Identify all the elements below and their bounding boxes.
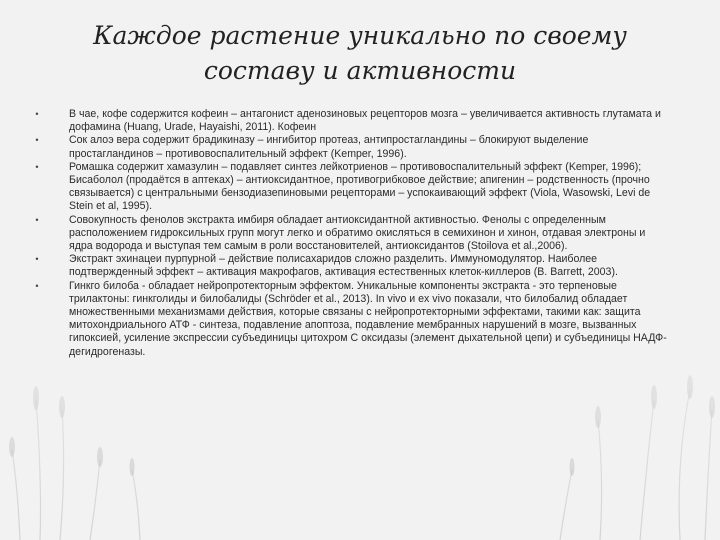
bullet-item-tea-coffee [32, 108, 668, 134]
bullet-item-ginger [32, 214, 668, 254]
slide-title [40, 18, 680, 88]
bullet-dot-icon: • [35, 254, 39, 265]
bullet-dot-icon: • [35, 214, 39, 225]
bullet-text: Экстракт эхинацеи пурпурной – действие полисахаридов сложно разделить. Иммуномодулятор. Наиболее подтвержденный эффект – активация макрофагов, активация естественных клеток-киллеров (B. Barrett, 2003). [69, 253, 618, 279]
bullet-dot-icon: • [35, 135, 39, 146]
bullet-list [32, 108, 668, 359]
bullet-item-ginkgo [32, 280, 668, 359]
bullet-text: Ромашка содержит хамазулин – подавляет синтез лейкотриенов – противовоспалительный эффект (Kemper, 1996); Бисаболол (продаётся в аптеках) – антиоксидантное, противогрибковое действие; апигенин – родственность (прочно связывается) с центральными бензодиазепиновыми рецепторами – успокаивающий эффект (Viola, Wasowski, Levi de Stein et al, 1995). [69, 160, 651, 213]
bullet-item-aloe [32, 134, 668, 160]
bullet-item-echinacea [32, 253, 668, 279]
bullet-dot-icon: • [35, 109, 39, 119]
bullet-text: Гинкго билоба - обладает нейропротекторным эффектом. Уникальные компоненты экстракта - это терпеновые трилактоны: гинкголиды и билобалиды (Schröder et al., 2013). In vivo и ex vivo показали, что билобалид обладает множественными механизмами действия, которые связаны с нейропротекторными эффектами, такими как: защита митохондриального АТФ - синтеза, подавление апоптоза, подавление мембранных нарушений в мозге, вызванных гипоксией, усиление экспрессии субъединицы цитохром С оксидазы (элемент дыхательной цепи) и субъединицы НАДФ-дегидрогеназы. [69, 279, 667, 358]
bullet-text: Совокупность фенолов экстракта имбиря обладает антиоксидантной активностью. Фенолы с определенным расположением гидроксильных групп могут легко и обратимо окисляться в семихинон и хинон, отдавая электроны и ядра водорода и выступая тем самым в роли восстановителей, антиоксидантов (Stoilova et al.,2006). [69, 213, 646, 253]
bullet-dot-icon: • [35, 161, 39, 172]
slide-title-line-1: Каждое растение уникально по своему [93, 21, 627, 50]
bullet-dot-icon: • [35, 280, 39, 291]
bullet-item-chamomile [32, 161, 668, 214]
slide-title-line-2: составу и активности [203, 56, 517, 85]
bullet-text: Сок алоэ вера содержит брадикиназу – ингибитор протеаз, антипростагландины – блокируют выделение простагландинов – противовоспалительный эффект (Kemper, 1996). [69, 134, 589, 160]
bullet-text: В чае, кофе содержится кофеин – антагонист аденозиновых рецепторов мозга – увеличивается активность глутамата и дофамина (Huang, Urade, Hayaishi, 2011). Кофеин [69, 108, 661, 134]
